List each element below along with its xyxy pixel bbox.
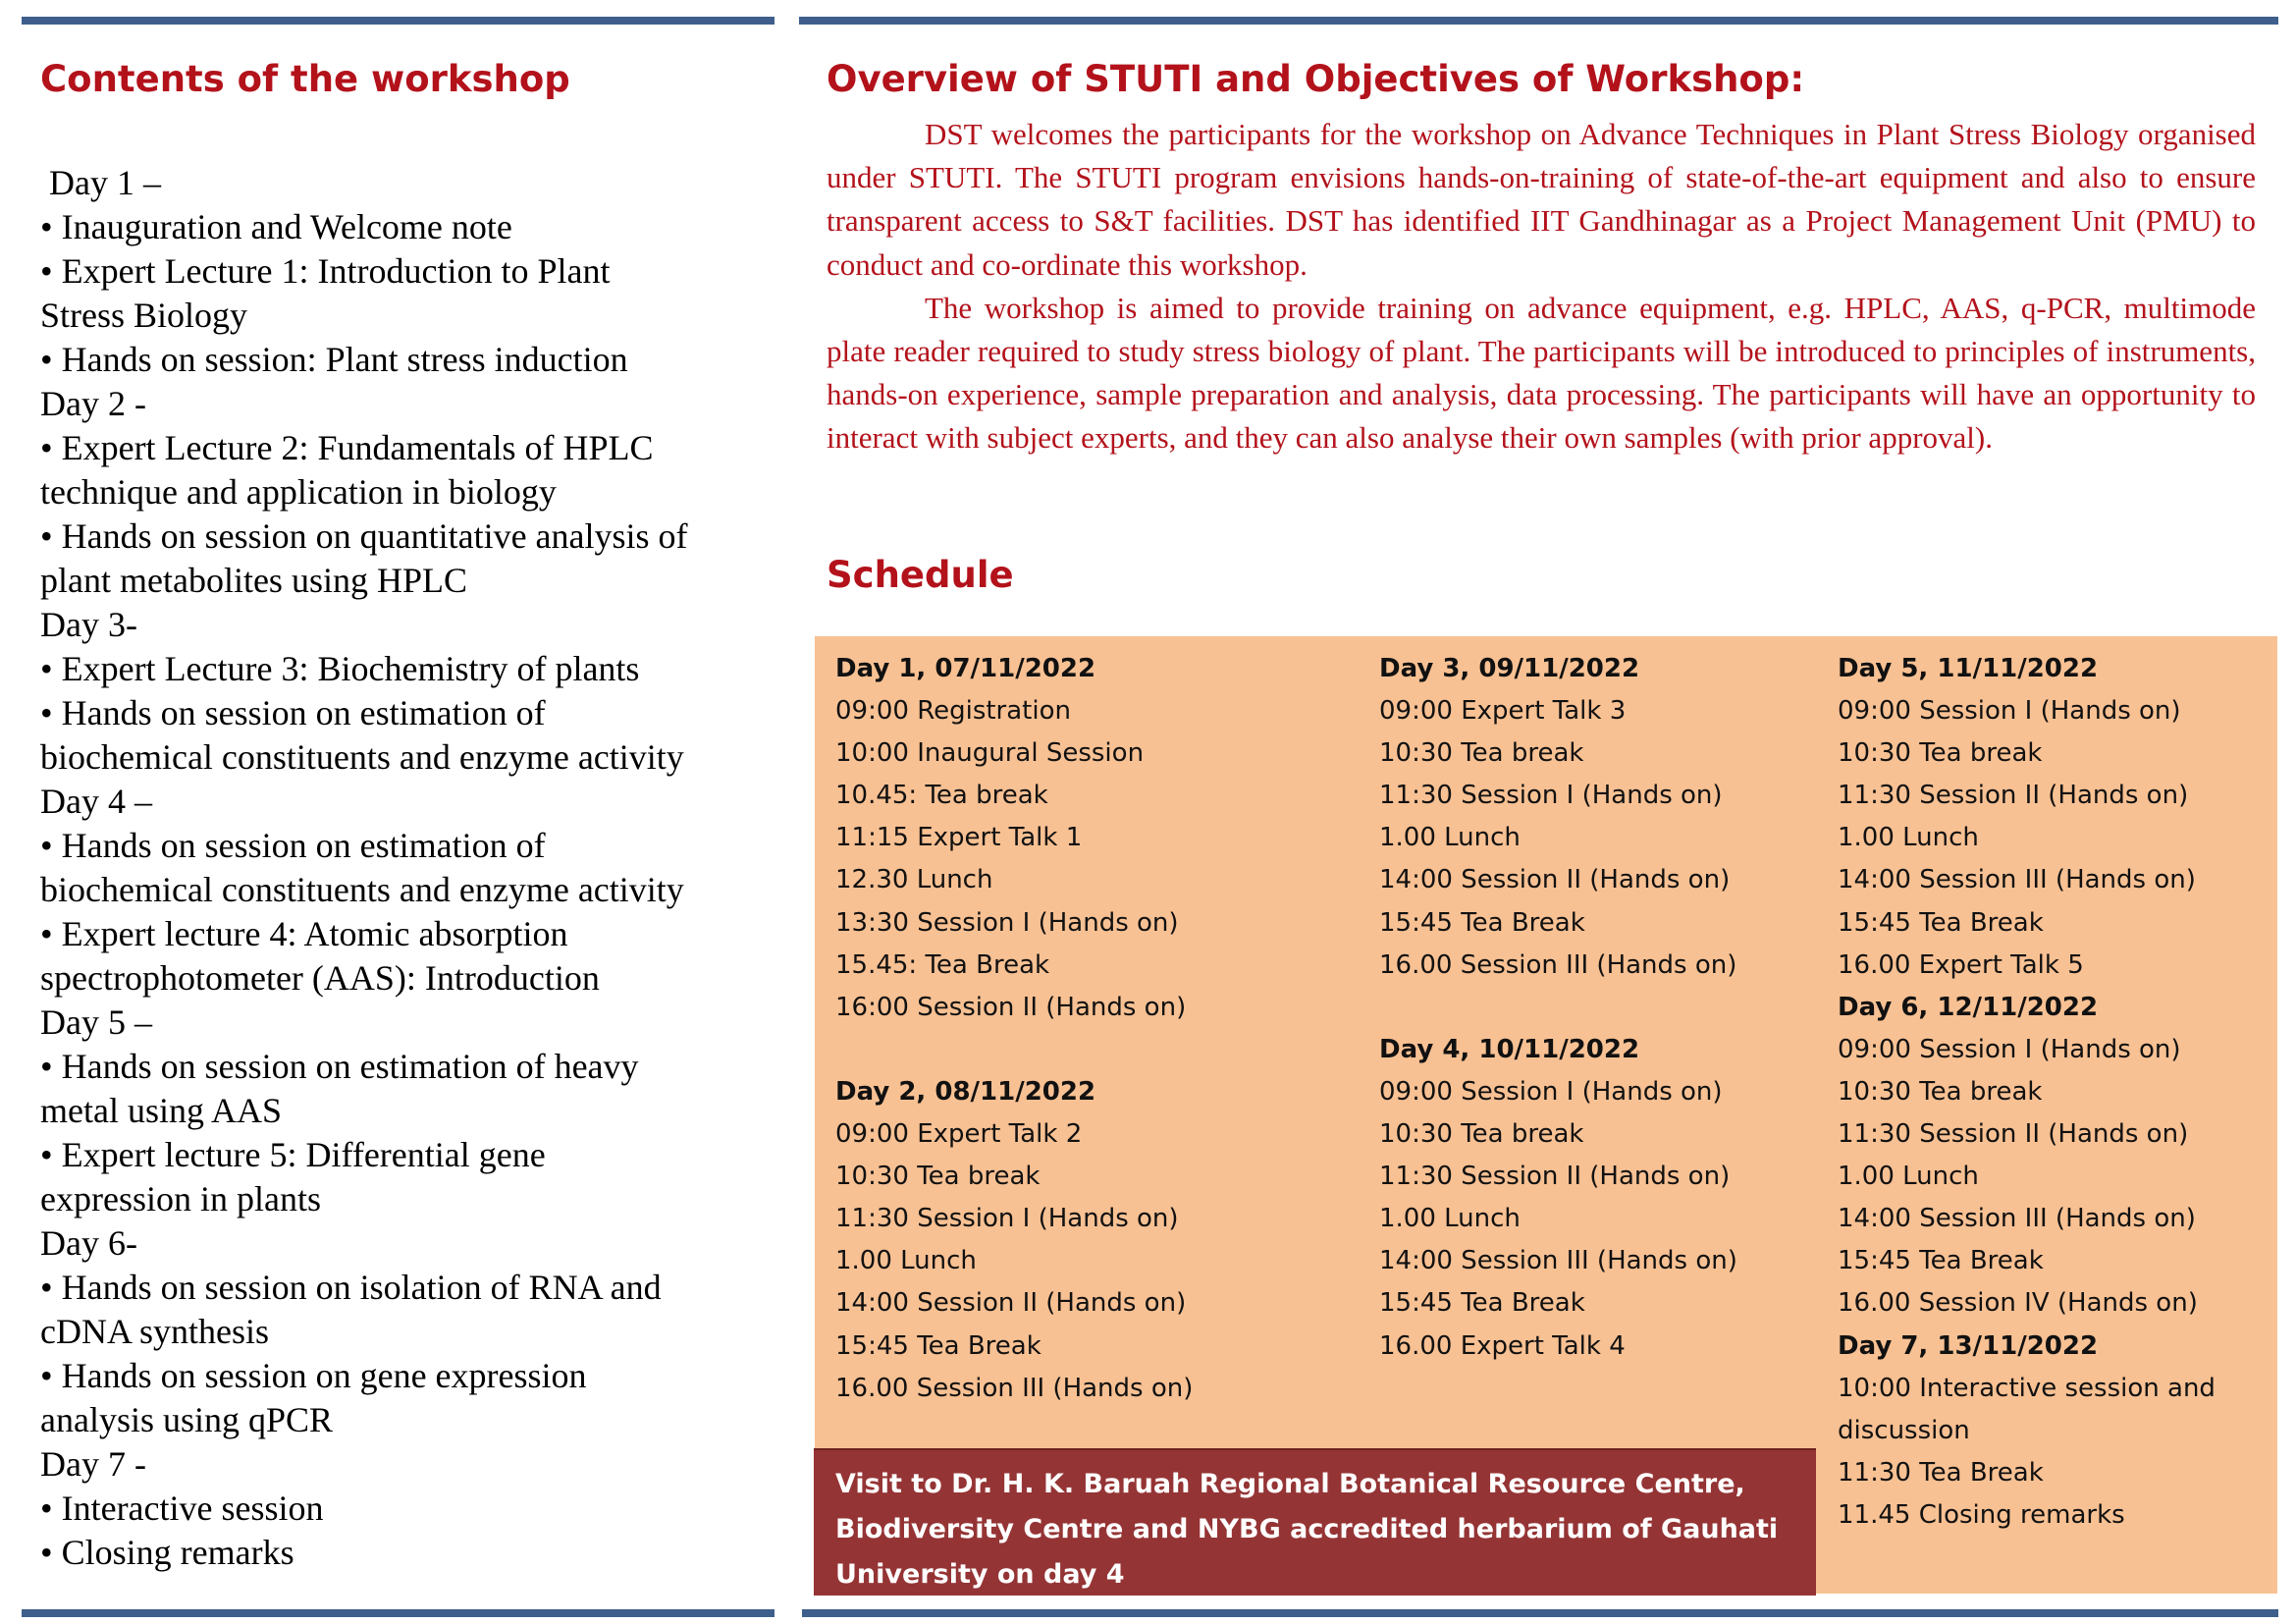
day-heading [835,648,1193,690]
schedule-item: 09:00 Session I (Hands on) [1838,1034,2181,1064]
day-label: Day 1 [835,654,917,683]
schedule-item: 10:30 Tea break [1838,738,2043,769]
schedule-item: 16.00 Session III (Hands on) [835,1373,1194,1403]
contents-line: • Hands on session: Plant stress induction [40,340,628,379]
day-date: , 07/11/2022 [916,654,1096,683]
schedule-item: 15:45 Tea Break [1379,907,1585,938]
schedule-item: 16.00 Session III (Hands on) [1379,949,1737,980]
schedule-item: 14:00 Session III (Hands on) [1838,865,2196,895]
schedule-item: 16.00 Session IV (Hands on) [1838,1288,2198,1319]
schedule-item: 14:00 Session II (Hands on) [1379,865,1731,895]
schedule-item: 09:00 Registration [835,696,1071,727]
day-date: , 11/11/2022 [1918,654,2099,683]
day-heading [1838,987,2216,1029]
contents-line: Stress Biology [40,296,248,335]
schedule-column-1 [835,648,1193,1410]
schedule-item: 11:30 Session II (Hands on) [1838,781,2189,811]
contents-line: expression in plants [40,1179,321,1218]
schedule-item: 15:45 Tea Break [1379,1288,1585,1319]
schedule-item: 11:15 Expert Talk 1 [835,823,1083,853]
schedule-item: 1.00 Lunch [1838,1162,1979,1192]
schedule-item: 09:00 Session I (Hands on) [1838,696,2181,727]
day-date: , 12/11/2022 [1918,992,2099,1022]
top-rule-left [22,17,774,25]
schedule-column-3 [1838,648,2216,1537]
schedule-item: 11.45 Closing remarks [1838,1499,2125,1530]
schedule-item: 12.30 Lunch [835,865,993,895]
schedule-item: 10:30 Tea break [1379,738,1584,769]
day-label: Day 2 [835,1076,917,1107]
contents-line: metal using AAS [40,1091,283,1130]
contents-line: Day 1 – [40,163,161,202]
day-label: Day 5 [1838,654,1919,683]
schedule-item: 1.00 Lunch [1838,823,1979,853]
contents-line: • Hands on session on isolation of RNA and [40,1268,662,1307]
day-date: , 13/11/2022 [1918,1330,2099,1361]
day-date: , 10/11/2022 [1460,1034,1640,1064]
day-heading [1379,1029,1737,1071]
schedule-item: 11:30 Tea Break [1838,1457,2044,1488]
schedule-item: 09:00 Expert Talk 3 [1379,696,1627,727]
schedule-item: 13:30 Session I (Hands on) [835,907,1179,938]
contents-line: Day 2 - [40,384,146,423]
schedule-item: 1.00 Lunch [1379,823,1521,853]
schedule-item: 14:00 Session II (Hands on) [835,1288,1187,1319]
spacer [1379,987,1737,1029]
contents-line: • Expert Lecture 2: Fundamentals of HPLC [40,428,654,467]
contents-line: spectrophotometer (AAS): Introduction [40,958,600,998]
day-heading [835,1071,1193,1113]
schedule-item: 15:45 Tea Break [1838,1246,2044,1276]
schedule-item: 11:30 Session I (Hands on) [1379,781,1723,811]
schedule-heading: Schedule [827,554,1014,596]
contents-line: Day 7 - [40,1444,146,1484]
day-heading [1838,1326,2216,1368]
contents-line: Day 3- [40,605,137,644]
day-date: , 09/11/2022 [1460,654,1640,683]
schedule-column-2 [1379,648,1737,1368]
schedule-item: discussion [1838,1415,1970,1445]
schedule-item: 15:45 Tea Break [835,1330,1041,1361]
day-label: Day 3 [1379,654,1461,683]
contents-line: • Hands on session on estimation of heavy [40,1047,639,1086]
schedule-item: 14:00 Session III (Hands on) [1379,1246,1737,1276]
overview-paragraph-2: The workshop is aimed to provide training on advance equipment, e.g. HPLC, AAS, q-PCR, multimode plate reader required to study stress biology of plant. The participants will be introduced to principles of instruments, hands-on experience, sample preparation and analysis, data processing. The participants will have an opportunity to interact with subject experts, and they can also analyse their own samples (with prior approval). [827,290,2256,456]
contents-line: • Hands on session on gene expression [40,1356,587,1395]
schedule-item: 1.00 Lunch [835,1246,977,1276]
contents-line: cDNA synthesis [40,1312,269,1351]
contents-list [40,161,767,1575]
contents-line: • Expert lecture 5: Differential gene [40,1135,546,1174]
visit-note-banner: Visit to Dr. H. K. Baruah Regional Botanical Resource Centre, Biodiversity Centre and NYBG accredited herbarium of Gauhati University on day 4 [814,1448,1816,1596]
bottom-rule-right [802,1609,2278,1617]
contents-line: Day 6- [40,1223,137,1263]
schedule-item: 10:00 Inaugural Session [835,738,1145,769]
schedule-item: 16.00 Expert Talk 5 [1838,949,2084,980]
contents-line: • Hands on session on estimation of [40,826,546,865]
contents-line: technique and application in biology [40,472,557,512]
contents-line: • Expert Lecture 1: Introduction to Plant [40,251,611,291]
contents-line: Day 5 – [40,1002,152,1042]
contents-line: • Interactive session [40,1489,324,1528]
schedule-item: 10:00 Interactive session and [1838,1373,2216,1403]
schedule-item: 15.45: Tea Break [835,949,1050,980]
day-label: Day 7 [1838,1330,1919,1361]
schedule-item: 10:30 Tea break [1838,1076,2043,1107]
schedule-item: 11:30 Session I (Hands on) [835,1204,1179,1234]
contents-line: plant metabolites using HPLC [40,561,467,600]
day-label: Day 4 [1379,1034,1461,1064]
spacer [835,1029,1193,1071]
contents-line: • Hands on session on quantitative analysis of [40,516,688,556]
schedule-item: 16:00 Session II (Hands on) [835,992,1187,1022]
schedule-item: 14:00 Session III (Hands on) [1838,1204,2196,1234]
schedule-item: 10:30 Tea break [1379,1119,1584,1150]
overview-heading: Overview of STUTI and Objectives of Workshop: [827,58,1805,100]
overview-text [827,113,2256,460]
schedule-item: 09:00 Expert Talk 2 [835,1119,1083,1150]
schedule-item: 16.00 Expert Talk 4 [1379,1330,1626,1361]
contents-heading: Contents of the workshop [40,58,570,100]
day-heading [1838,648,2216,690]
schedule-item: 11:30 Session II (Hands on) [1379,1162,1731,1192]
schedule-item: 1.00 Lunch [1379,1204,1521,1234]
contents-line: • Expert lecture 4: Atomic absorption [40,914,568,953]
contents-line: Day 4 – [40,782,152,821]
schedule-item: 09:00 Session I (Hands on) [1379,1076,1723,1107]
day-date: , 08/11/2022 [916,1076,1096,1107]
schedule-item: 11:30 Session II (Hands on) [1838,1119,2189,1150]
schedule-item: 15:45 Tea Break [1838,907,2044,938]
contents-line: • Closing remarks [40,1533,294,1572]
contents-line: biochemical constituents and enzyme activity [40,870,684,909]
contents-line: • Inauguration and Welcome note [40,207,512,246]
contents-line: • Expert Lecture 3: Biochemistry of plants [40,649,640,688]
contents-line: biochemical constituents and enzyme activity [40,737,684,777]
top-rule-right [799,17,2278,25]
day-heading [1379,648,1737,690]
contents-line: analysis using qPCR [40,1400,334,1439]
contents-line: • Hands on session on estimation of [40,693,546,732]
bottom-rule-left [22,1609,774,1617]
schedule-item: 10:30 Tea break [835,1162,1041,1192]
schedule-item: 10.45: Tea break [835,781,1048,811]
overview-paragraph-1: DST welcomes the participants for the workshop on Advance Techniques in Plant Stress Biology organised under STUTI. The STUTI program envisions hands-on-training of state-of-the-art equipment and also to ensure transparent access to S&T facilities. DST has identified IIT Gandhinagar as a Project Management Unit (PMU) to conduct and co-ordinate this workshop. [827,117,2256,282]
day-label: Day 6 [1838,992,1919,1022]
